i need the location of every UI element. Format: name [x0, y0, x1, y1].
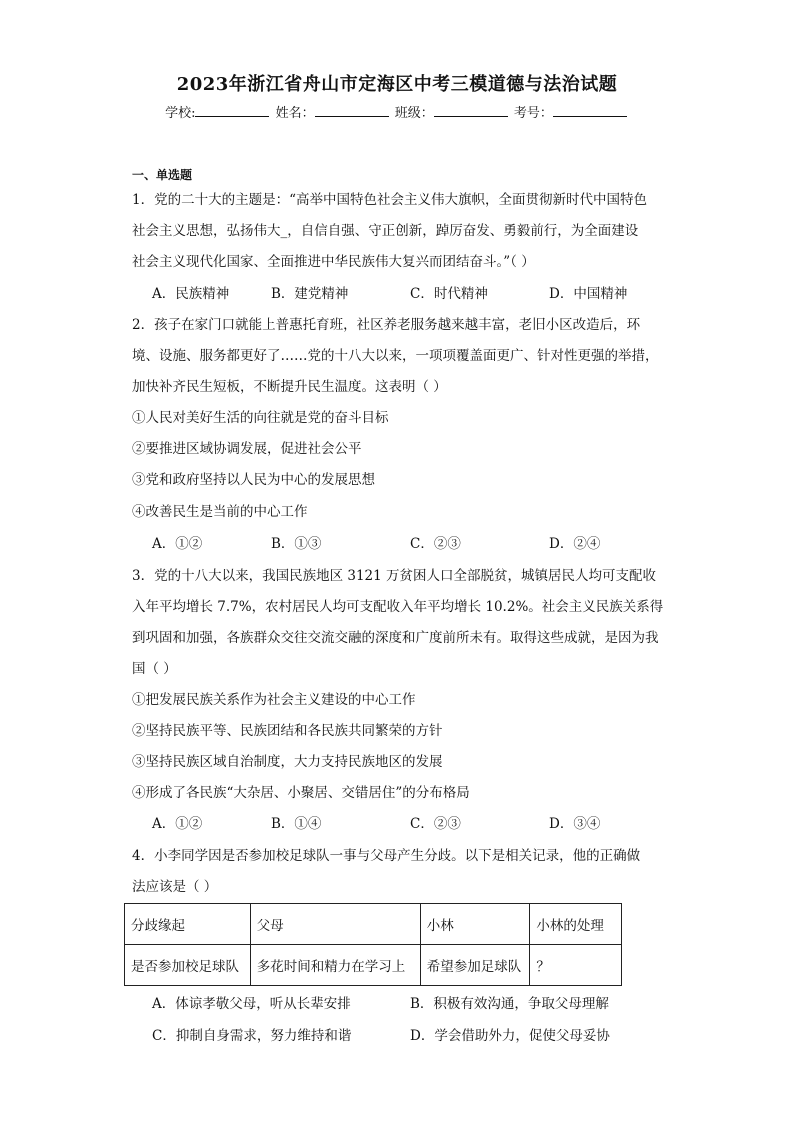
q3-line: 入年平均增长 7.7%，农村居民人均可支配收入年平均增长 10.2%。社会主义民族关系得: [132, 599, 664, 615]
q4-table: [124, 903, 622, 986]
table-header-row: [125, 904, 622, 945]
q1-line: 社会主义现代化国家、全面推进中华民族伟大复兴而团结奋斗。”（ ）: [132, 254, 535, 270]
q3-line: 国（ ）: [132, 661, 177, 677]
q2-statement: ②要推进区域协调发展，促进社会公平: [132, 441, 362, 457]
table-cell: 是否参加校足球队: [125, 945, 251, 986]
q4-option-c: C．抑制自身需求，努力维持和谐: [152, 1028, 352, 1044]
q2-option-c: C．②③: [410, 536, 461, 552]
q2-line: 加快补齐民生短板，不断提升民生温度。这表明（ ）: [132, 379, 447, 395]
q2-line: 境、设施、服务都更好了……党的十八大以来，一项项覆盖面更广、针对性更强的举措，: [132, 348, 659, 364]
q3-statement: ④形成了各民族“大杂居、小聚居、交错居住”的分布格局: [132, 785, 470, 801]
q1-line: 社会主义思想，弘扬伟大_，自信自强、守正创新，踔厉奋发、勇毅前行，为全面建设: [132, 223, 639, 239]
q1-option-c: C．时代精神: [410, 286, 488, 302]
school-label: 学校:: [165, 106, 196, 121]
q3-option-a: A．①②: [152, 816, 203, 832]
q3-statement: ②坚持民族平等、民族团结和各民族共同繁荣的方针: [132, 723, 443, 739]
table-cell: 多花时间和精力在学习上: [250, 945, 420, 986]
q1-option-a: A．民族精神: [152, 286, 230, 302]
table-row: [125, 945, 622, 986]
q2-line: 2．孩子在家门口就能上普惠托育班，社区养老服务越来越丰富，老旧小区改造后，环: [132, 317, 641, 333]
class-blank: [434, 104, 508, 117]
q2-statement: ①人民对美好生活的向往就是党的奋斗目标: [132, 410, 389, 426]
q2-statement: ④改善民生是当前的中心工作: [132, 504, 308, 520]
exam-number-blank: [553, 104, 627, 117]
q4-option-d: D．学会借助外力，促使父母妥协: [410, 1028, 610, 1044]
q4-line: 4．小李同学因是否参加校足球队一事与父母产生分歧。以下是相关记录，他的正确做: [132, 848, 641, 864]
q3-line: 3．党的十八大以来，我国民族地区 3121 万贫困人口全部脱贫，城镇居民人均可支配收: [132, 568, 657, 584]
q1-option-d: D．中国精神: [549, 286, 628, 302]
section-title: 一、单选题: [132, 168, 193, 182]
q3-statement: ①把发展民族关系作为社会主义建设的中心工作: [132, 692, 416, 708]
q3-option-c: C．②③: [410, 816, 461, 832]
school-blank: [195, 104, 269, 117]
q4-line: 法应该是（ ）: [132, 879, 218, 895]
page-title: 2023年浙江省舟山市定海区中考三模道德与法治试题: [176, 74, 618, 95]
q2-option-a: A．①②: [152, 536, 203, 552]
name-blank: [315, 104, 389, 117]
q2-option-b: B．①③: [271, 536, 322, 552]
q1-option-b: B．建党精神: [271, 286, 349, 302]
q3-option-b: B．①④: [271, 816, 322, 832]
table-cell: ？: [530, 945, 622, 986]
exam-number-label: 考号：: [513, 106, 553, 121]
table-cell: 希望参加足球队: [420, 945, 530, 986]
table-header-cell: 小林: [420, 904, 530, 945]
q3-option-d: D．③④: [549, 816, 601, 832]
q1-line: 1．党的二十大的主题是：“高举中国特色社会主义伟大旗帜，全面贯彻新时代中国特色: [132, 192, 647, 208]
table-header-cell: 小林的处理: [530, 904, 622, 945]
q4-option-b: B．积极有效沟通，争取父母理解: [410, 996, 609, 1012]
q2-statement: ③党和政府坚持以人民为中心的发展思想: [132, 472, 375, 488]
q3-statement: ③坚持民族区域自治制度，大力支持民族地区的发展: [132, 754, 443, 770]
name-label: 姓名：: [275, 106, 315, 121]
q3-line: 到巩固和加强，各族群众交往交流交融的深度和广度前所未有。取得这些成就，是因为我: [132, 630, 659, 646]
student-info-line: [0, 102, 794, 121]
q2-option-d: D．②④: [549, 536, 601, 552]
table-header-cell: 父母: [250, 904, 420, 945]
q4-option-a: A．体谅孝敬父母，听从长辈安排: [152, 996, 351, 1012]
table-header-cell: 分歧缘起: [125, 904, 251, 945]
class-label: 班级：: [394, 106, 434, 121]
